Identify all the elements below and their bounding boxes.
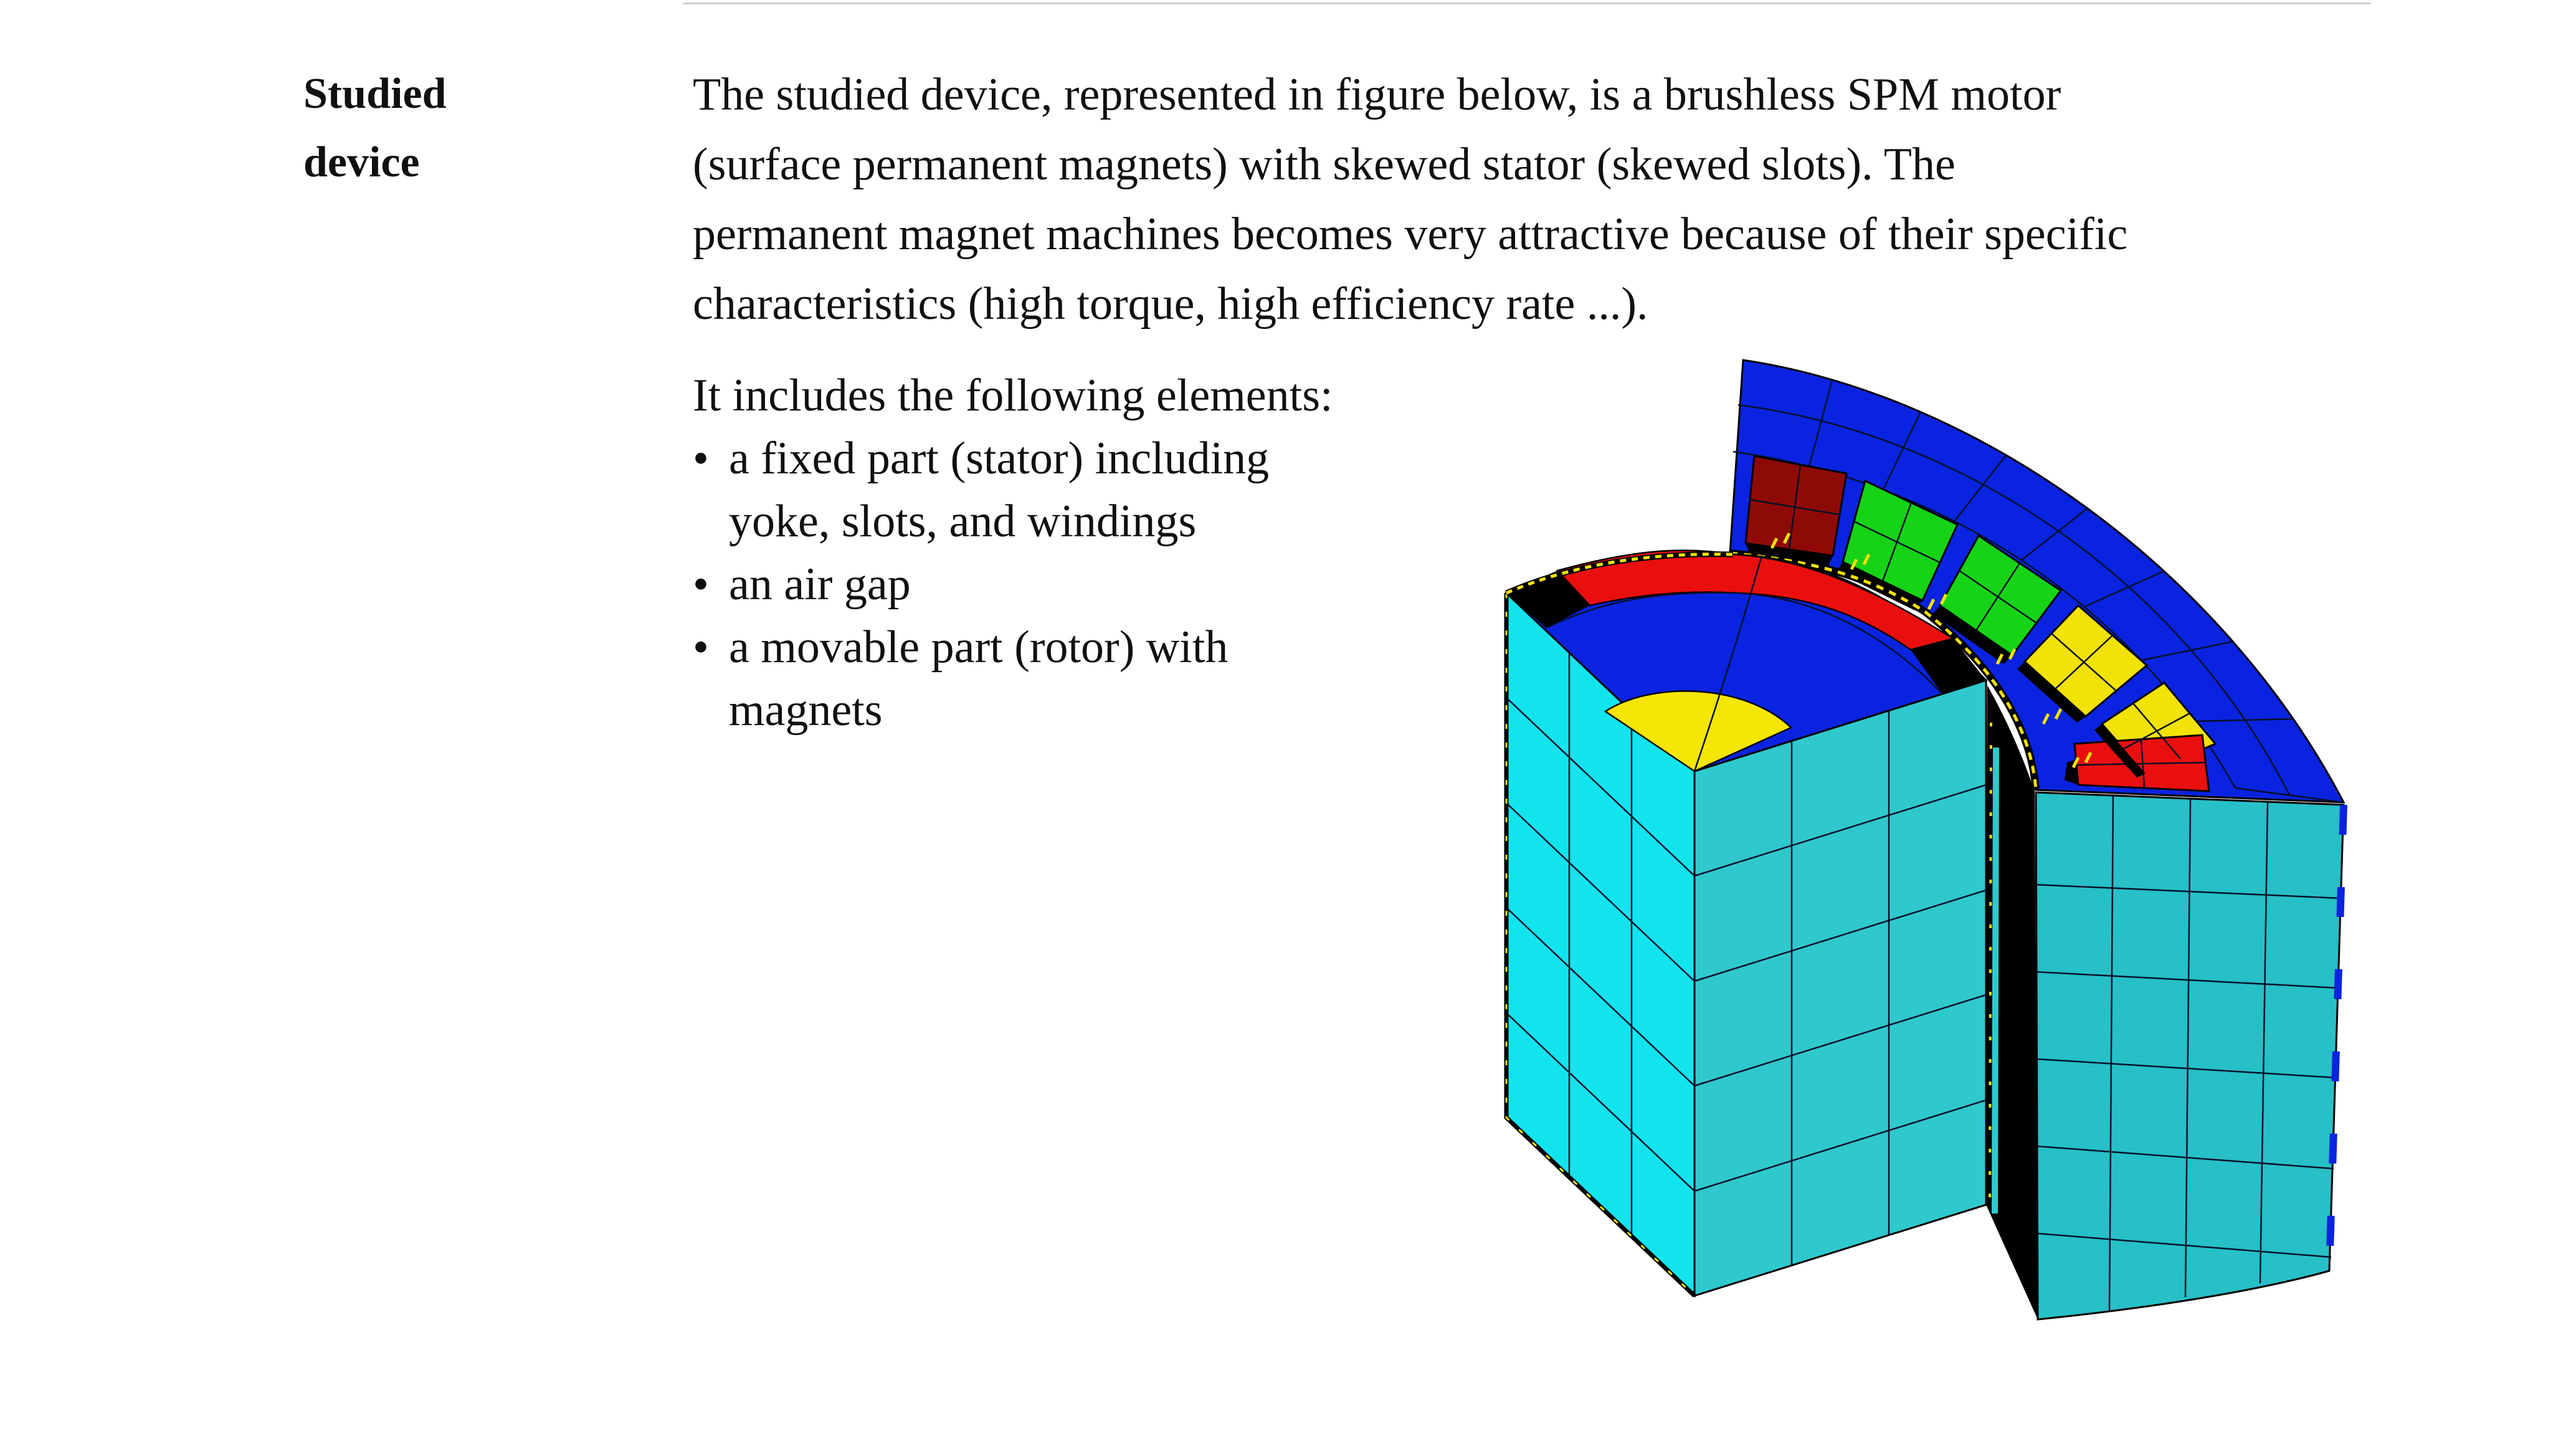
list-item-text: yoke, slots, and windings [729,496,1197,547]
list-item-airgap [693,553,1333,616]
list-item-rotor-cont [693,679,1333,742]
list-item-stator-cont [693,490,1333,553]
list-item-stator [693,427,1333,490]
section-label [303,60,447,197]
list-item-text: an air gap [729,559,911,610]
stator-slot-darkred [1746,456,1846,556]
bullet-icon: • [693,622,709,673]
air-gap-channel [1986,685,2038,1319]
list-item-text: a movable part (rotor) with [729,622,1229,673]
intro-paragraph [693,60,2127,339]
bullet-icon: • [693,433,709,484]
elements-list [693,364,1333,742]
list-item-rotor [693,616,1333,679]
motor-mesh-figure [1452,324,2386,1371]
paragraph-line: characteristics (high torque, high efficiency rate ...). [693,278,1648,330]
section-label-line2: device [303,138,420,186]
paragraph-line: The studied device, represented in figure below, is a brushless SPM motor [693,69,2061,120]
paragraph-line: permanent magnet machines becomes very attractive because of their specific [693,209,2128,260]
paragraph-line: (surface permanent magnets) with skewed stator (skewed slots). The [693,139,1956,190]
section-label-line1: Studied [303,70,447,118]
list-item-text: a fixed part (stator) including [729,433,1270,484]
list-intro: It includes the following elements: [693,370,1333,421]
rotor-prism-right-face [1694,680,1986,1296]
stator-shell [2035,792,2344,1319]
table-rule [683,2,2371,4]
list-item-text: magnets [729,685,883,736]
bullet-icon: • [693,559,709,610]
air-gap-cyan-sliver [1995,748,1996,1214]
